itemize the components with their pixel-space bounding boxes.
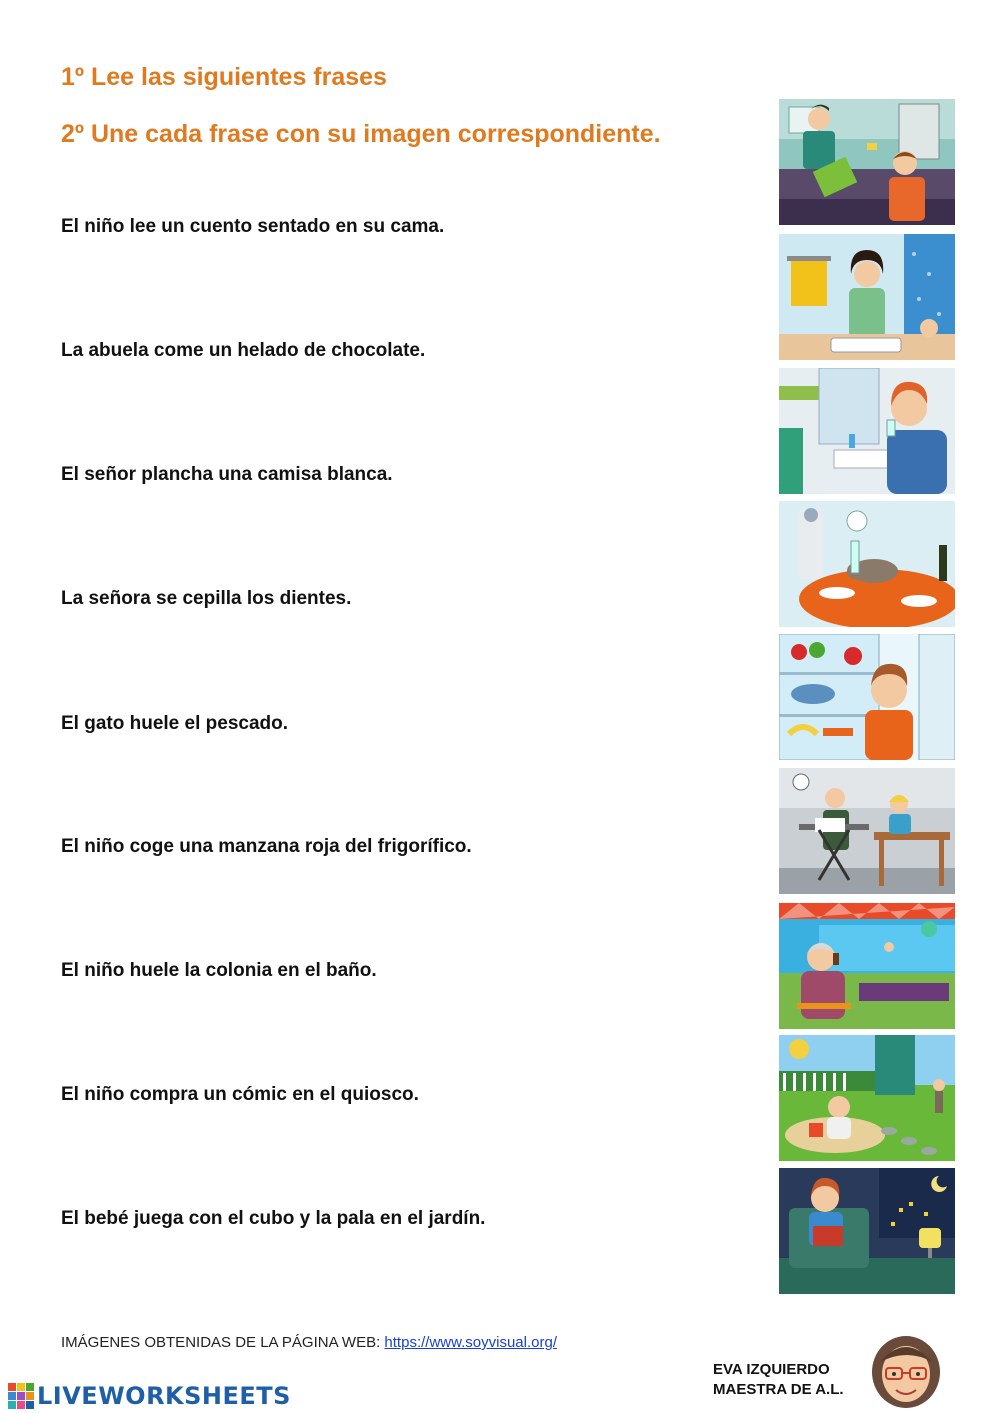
author-name: EVA IZQUIERDO (713, 1361, 830, 1378)
image-credits (61, 1334, 557, 1351)
boy-reading-bed-scene-icon (779, 1168, 955, 1294)
grandmother-ice-cream-scene-icon (779, 903, 955, 1029)
woman-brushing-teeth-scene-icon (779, 234, 955, 360)
image-fridge-apple[interactable] (779, 634, 955, 760)
sentence-4[interactable]: La señora se cepilla los dientes. (61, 588, 352, 609)
man-ironing-shirt-scene-icon (779, 768, 955, 894)
image-cat-fish[interactable] (779, 501, 955, 627)
author-avatar-icon (866, 1328, 946, 1410)
instruction-step-2: 2º Une cada frase con su imagen correspondiente. (61, 120, 661, 148)
image-brushing-teeth[interactable] (779, 234, 955, 360)
author-block (713, 1360, 844, 1400)
liveworksheets-logo-icon (8, 1383, 34, 1409)
image-baby-garden[interactable] (779, 1035, 955, 1161)
boy-fridge-apple-scene-icon (779, 634, 955, 760)
sentence-6[interactable]: El niño coge una manzana roja del frigorífico. (61, 836, 472, 857)
sentence-3[interactable]: El señor plancha una camisa blanca. (61, 464, 393, 485)
sentence-1[interactable]: El niño lee un cuento sentado en su cama. (61, 216, 445, 237)
kiosk-comic-scene-icon (779, 99, 955, 225)
cat-smelling-fish-scene-icon (779, 501, 955, 627)
credits-label: IMÁGENES OBTENIDAS DE LA PÁGINA WEB: (61, 1334, 385, 1351)
sentence-2[interactable]: La abuela come un helado de chocolate. (61, 340, 426, 361)
image-ice-cream[interactable] (779, 903, 955, 1029)
image-boy-cologne[interactable] (779, 368, 955, 494)
sentence-8[interactable]: El niño compra un cómic en el quiosco. (61, 1084, 419, 1105)
sentence-5[interactable]: El gato huele el pescado. (61, 713, 289, 734)
sentence-7[interactable]: El niño huele la colonia en el baño. (61, 960, 377, 981)
instruction-step-1: 1º Lee las siguientes frases (61, 63, 387, 91)
image-reading-bed[interactable] (779, 1168, 955, 1294)
author-role: MAESTRA DE A.L. (713, 1381, 844, 1398)
sentence-9[interactable]: El bebé juega con el cubo y la pala en el jardín. (61, 1208, 486, 1229)
liveworksheets-logo (8, 1380, 291, 1412)
credits-link[interactable]: https://www.soyvisual.org/ (384, 1334, 557, 1351)
image-kiosk[interactable] (779, 99, 955, 225)
image-ironing[interactable] (779, 768, 955, 894)
boy-smelling-cologne-scene-icon (779, 368, 955, 494)
baby-garden-bucket-scene-icon (779, 1035, 955, 1161)
logo-text: LIVEWORKSHEETS (37, 1382, 291, 1410)
